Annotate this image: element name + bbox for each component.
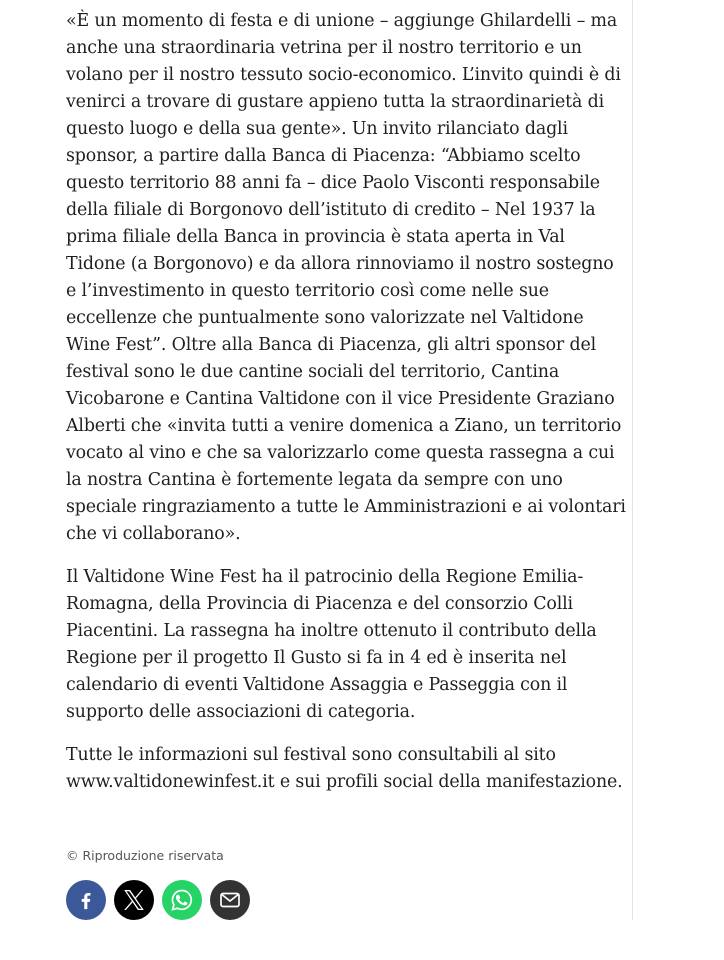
email-icon <box>218 888 242 912</box>
article-paragraph: «È un momento di festa e di unione – aggiunge Ghilardelli – ma anche una straordinaria vetrina per il nostro territorio e un volano per il nostro tessuto socio-economico. L’invito quindi è di venirci a trovare di gustare appieno tutta la straordinarietà di questo luogo e della sua gente». Un invito rilanciato dagli sponsor, a partire dalla Banca di Piacenza: “Abbiamo scelto questo territorio 88 anni fa – dice Paolo Visconti responsabile della filiale di Borgonovo dell’istituto di credito – Nel 1937 la prima filiale della Banca in provincia è stata aperta in Val Tidone (a Borgonovo) e da allora rinnoviamo il nostro sostegno e l’investimento in questo territorio così come nelle sue eccellenze che puntualmente sono valorizzate nel Valtidone Wine Fest”. Oltre alla Banca di Piacenza, gli altri sponsor del festival sono le due cantine sociali del territorio, Cantina Vicobarone e Cantina Valtidone con il vice Presidente Graziano Alberti che «invita tutti a venire domenica a Ziano, un territorio vocato al vino e che sa valorizzarlo come questa rassegna a cui la nostra Cantina è fortemente legata da sempre con uno speciale ringraziamento a tutte le Amministrazioni e ai volontari che vi collaborano». <box>66 11 626 544</box>
copyright-notice: © Riproduzione riservata <box>66 848 224 863</box>
whatsapp-icon <box>169 887 195 913</box>
share-email-button[interactable] <box>210 880 250 920</box>
sidebar-divider <box>632 0 633 920</box>
share-bar <box>66 880 250 920</box>
share-facebook-button[interactable] <box>66 880 106 920</box>
facebook-icon <box>75 889 97 911</box>
article-paragraph: Il Valtidone Wine Fest ha il patrocinio della Regione Emilia-Romagna, della Provincia di Piacenza e del consorzio Colli Piacentini. La rassegna ha inoltre ottenuto il contributo della Regione per il progetto Il Gusto si fa in 4 ed è inserita nel calendario di eventi Valtidone Assaggia e Passeggia con il supporto delle associazioni di categoria. <box>66 567 597 722</box>
share-x-button[interactable] <box>114 880 154 920</box>
article-paragraph: Tutte le informazioni sul festival sono consultabili al sito www.valtidonewinfest.it e sui profili social della manifestazione. <box>66 745 623 792</box>
article-body <box>66 8 626 812</box>
share-whatsapp-button[interactable] <box>162 880 202 920</box>
x-icon <box>122 888 146 912</box>
